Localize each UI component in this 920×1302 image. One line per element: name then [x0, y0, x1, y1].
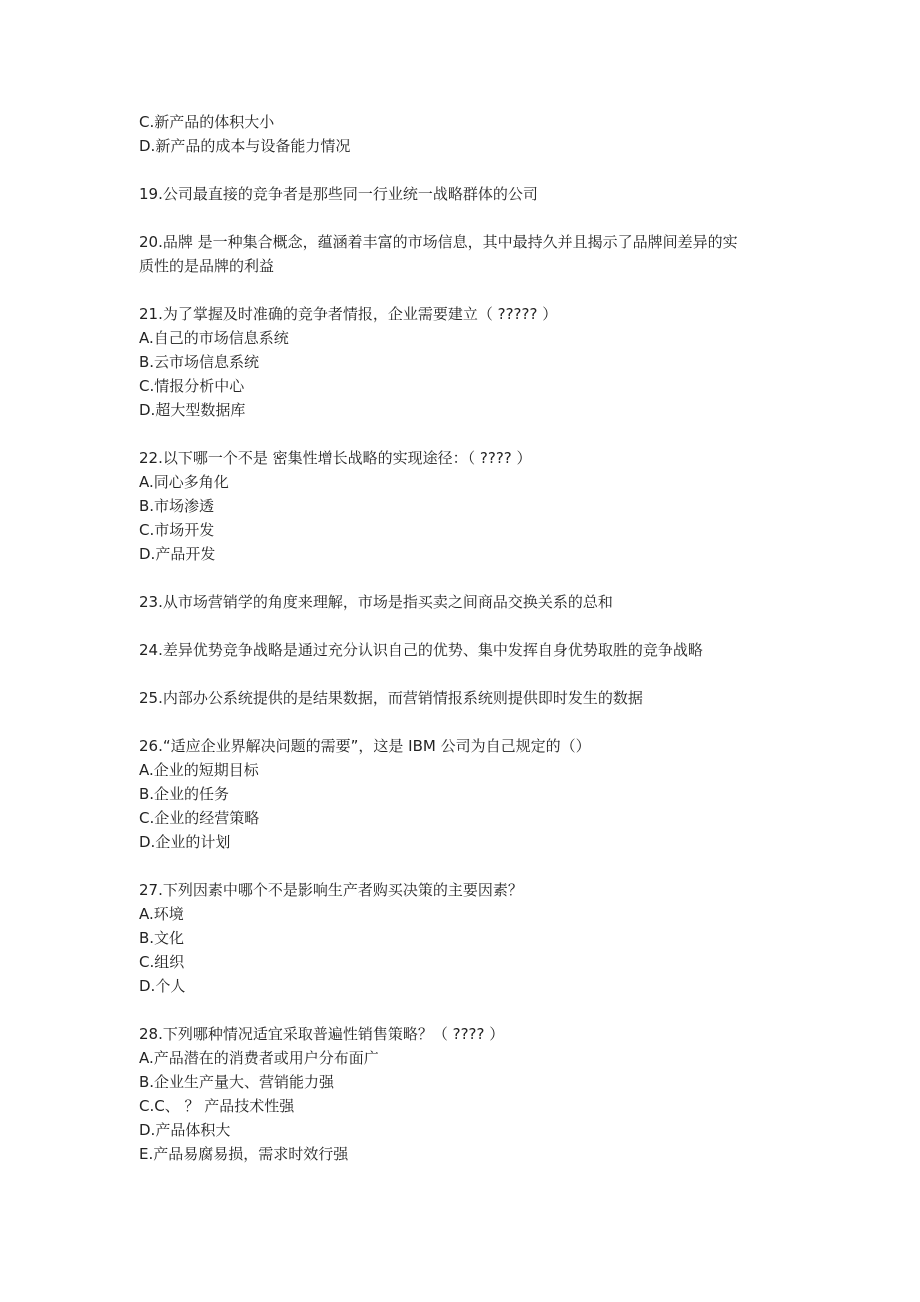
question-block-27 [139, 878, 789, 998]
question-27-text: 27.下列因素中哪个不是影响生产者购买决策的主要因素？ [139, 881, 523, 899]
option-b: B.文化 [139, 929, 185, 947]
question-19-text: 19.公司最直接的竞争者是那些同一行业统一战略群体的公司 [139, 185, 538, 203]
question-block-24 [139, 638, 789, 662]
question-28-text: 28.下列哪种情况适宜采取普遍性销售策略？（ ???? ） [139, 1025, 505, 1043]
question-26-text: 26.“适应企业界解决问题的需要”，这是 IBM 公司为自己规定的（） [139, 737, 591, 755]
option-c: C.新产品的体积大小 [139, 113, 275, 131]
option-b: B.企业生产量大、营销能力强 [139, 1073, 335, 1091]
option-d: D.超大型数据库 [139, 401, 246, 419]
option-a: A.产品潜在的消费者或用户分布面广 [139, 1049, 379, 1067]
option-e: E.产品易腐易损，需求时效行强 [139, 1145, 349, 1163]
question-block-28 [139, 1022, 789, 1166]
question-block-26 [139, 734, 789, 854]
option-d: D.个人 [139, 977, 186, 995]
question-block-25 [139, 686, 789, 710]
question-25-text: 25.内部办公系统提供的是结果数据，而营销情报系统则提供即时发生的数据 [139, 689, 643, 707]
option-c: C.组织 [139, 953, 185, 971]
option-a: A.自己的市场信息系统 [139, 329, 289, 347]
question-24-text: 24.差异优势竞争战略是通过充分认识自己的优势、集中发挥自身优势取胜的竞争战略 [139, 641, 703, 659]
option-a: A.环境 [139, 905, 184, 923]
question-22-text: 22.以下哪一个不是 密集性增长战略的实现途径：（ ???? ） [139, 449, 532, 467]
question-20-text-line-2: 质性的是品牌的利益 [139, 257, 275, 275]
option-d: D.企业的计划 [139, 833, 231, 851]
question-block-19 [139, 182, 789, 206]
question-block-21 [139, 302, 789, 422]
option-b: B.企业的任务 [139, 785, 230, 803]
option-c: C.企业的经营策略 [139, 809, 260, 827]
option-d: D.新产品的成本与设备能力情况 [139, 137, 351, 155]
option-c: C.市场开发 [139, 521, 215, 539]
question-21-text: 21.为了掌握及时准确的竞争者情报，企业需要建立（ ????? ） [139, 305, 558, 323]
option-b: B.云市场信息系统 [139, 353, 260, 371]
question-20-text-line-1: 20.品牌 是一种集合概念，蕴涵着丰富的市场信息，其中最持久并且揭示了品牌间差异的实 [139, 233, 738, 251]
option-a: A.同心多角化 [139, 473, 229, 491]
question-block-18-options [139, 110, 789, 158]
option-a: A.企业的短期目标 [139, 761, 259, 779]
option-c: C.情报分析中心 [139, 377, 245, 395]
question-23-text: 23.从市场营销学的角度来理解，市场是指买卖之间商品交换关系的总和 [139, 593, 613, 611]
option-b: B.市场渗透 [139, 497, 215, 515]
question-block-23 [139, 590, 789, 614]
question-block-20 [139, 230, 789, 278]
option-c: C.C、 ？ 产品技术性强 [139, 1097, 295, 1115]
question-list [139, 110, 789, 1190]
option-d: D.产品体积大 [139, 1121, 231, 1139]
option-d: D.产品开发 [139, 545, 216, 563]
question-block-22 [139, 446, 789, 566]
